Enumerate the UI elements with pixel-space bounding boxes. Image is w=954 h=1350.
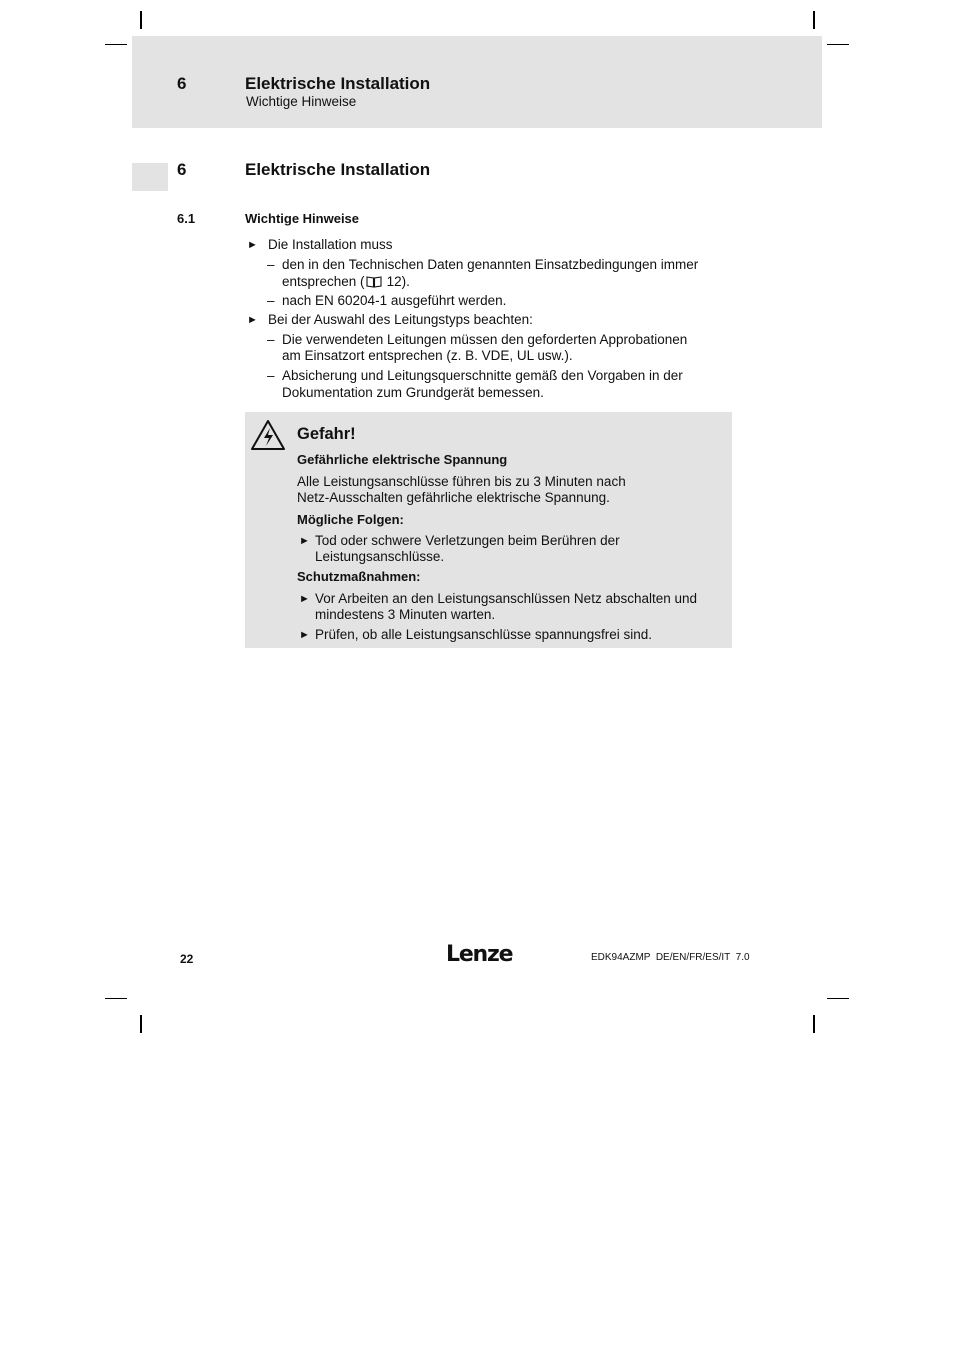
crop-mark <box>140 11 142 29</box>
electric-warning-icon <box>250 419 286 451</box>
danger-text: Alle Leistungsanschlüsse führen bis zu 3 Minuten nach <box>297 474 626 489</box>
danger-subheading: Gefährliche elektrische Spannung <box>297 452 508 467</box>
dash-icon: – <box>267 332 275 347</box>
dash-icon: – <box>267 293 275 308</box>
list-subitem: Dokumentation zum Grundgerät bemessen. <box>282 385 544 400</box>
list-item: Tod oder schwere Verletzungen beim Berühren der <box>315 533 620 548</box>
triangle-right-icon: ► <box>247 314 258 326</box>
danger-text: Netz-Ausschalten gefährliche elektrische Spannung. <box>297 490 610 505</box>
chapter-tab <box>132 163 168 191</box>
list-subitem: Die verwendeten Leitungen müssen den geforderten Approbationen <box>282 332 688 347</box>
section-title: Wichtige Hinweise <box>245 211 360 226</box>
list-subitem: am Einsatzort entsprechen (z. B. VDE, UL usw.). <box>282 348 573 363</box>
crop-mark <box>827 44 849 45</box>
header-chapter-number: 6 <box>177 74 187 93</box>
triangle-right-icon: ► <box>299 593 310 605</box>
page-reference[interactable]: 12). <box>386 274 410 289</box>
header-band <box>132 36 822 128</box>
triangle-right-icon: ► <box>299 629 310 641</box>
dash-icon: – <box>267 368 275 383</box>
crop-mark <box>105 998 127 999</box>
crop-mark <box>140 1015 142 1033</box>
list-item: Leistungsanschlüsse. <box>315 549 445 564</box>
measures-label: Schutzmaßnahmen: <box>297 569 421 584</box>
document-id: EDK94AZMP DE/EN/FR/ES/IT 7.0 <box>591 952 750 963</box>
chapter-title: Elektrische Installation <box>245 160 431 179</box>
page-number: 22 <box>180 952 194 966</box>
crop-mark <box>827 998 849 999</box>
dash-icon: – <box>267 257 275 272</box>
list-item: Bei der Auswahl des Leitungstyps beachten: <box>268 312 533 327</box>
list-item: Prüfen, ob alle Leistungsanschlüsse spannungsfrei sind. <box>315 627 652 642</box>
crop-mark <box>813 1015 815 1033</box>
crop-mark <box>105 44 127 45</box>
triangle-right-icon: ► <box>247 239 258 251</box>
list-item: Die Installation muss <box>268 237 393 252</box>
list-subitem <box>282 274 410 293</box>
crop-mark <box>813 11 815 29</box>
consequences-label: Mögliche Folgen: <box>297 512 404 527</box>
list-subitem: den in den Technischen Daten genannten Einsatzbedingungen immer <box>282 257 699 272</box>
list-subitem: Absicherung und Leitungsquerschnitte gemäß den Vorgaben in der <box>282 368 683 383</box>
lenze-logo: Lenze <box>446 942 513 967</box>
list-subitem: nach EN 60204-1 ausgeführt werden. <box>282 293 507 308</box>
book-icon <box>366 275 382 293</box>
list-subitem-text: entsprechen ( <box>282 274 365 289</box>
triangle-right-icon: ► <box>299 535 310 547</box>
list-item: Vor Arbeiten an den Leistungsanschlüssen Netz abschalten und <box>315 591 698 606</box>
section-number: 6.1 <box>177 211 196 226</box>
chapter-number: 6 <box>177 160 187 179</box>
danger-heading: Gefahr! <box>297 425 356 443</box>
list-item: mindestens 3 Minuten warten. <box>315 607 496 622</box>
header-chapter-title: Elektrische Installation <box>245 74 431 93</box>
header-section-subtitle: Wichtige Hinweise <box>246 94 357 109</box>
